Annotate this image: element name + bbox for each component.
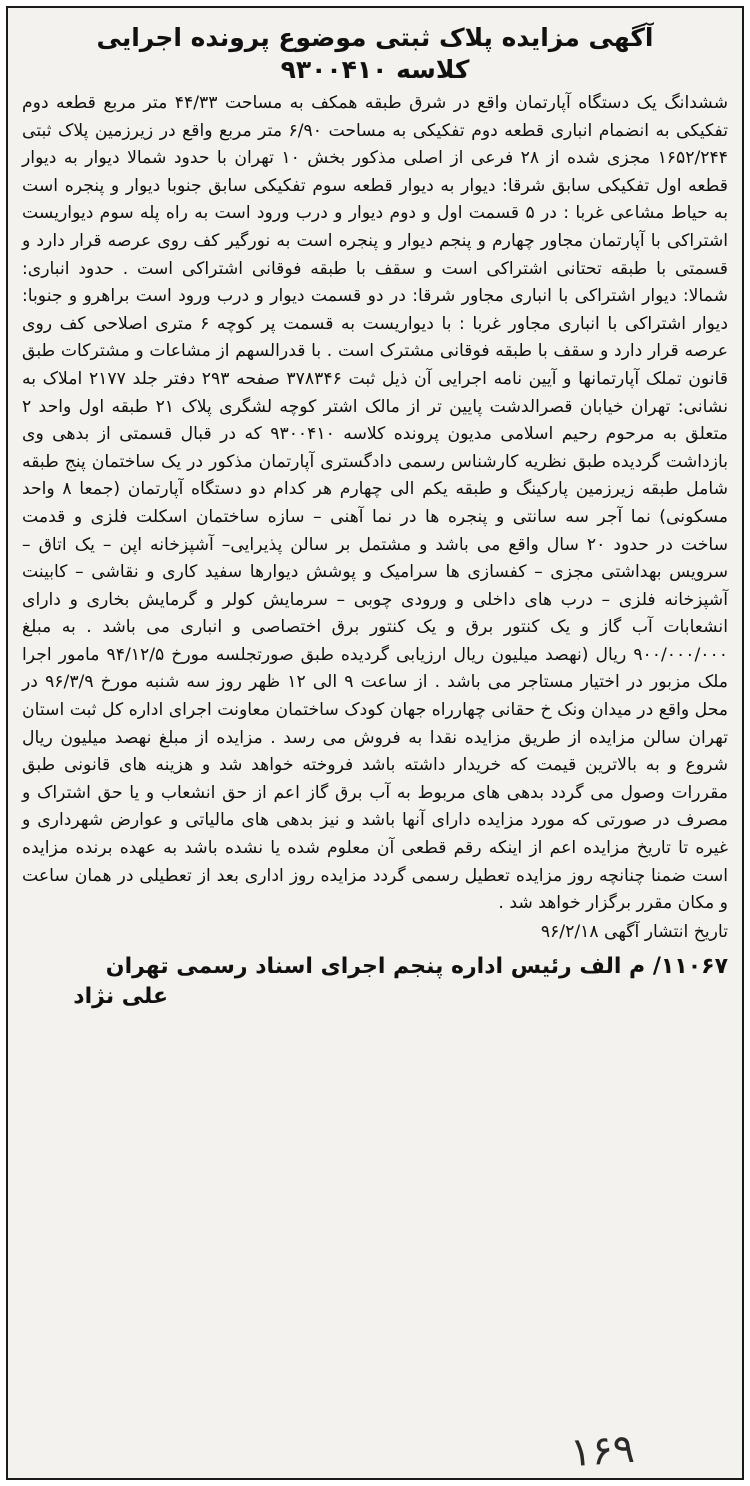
notice-title: آگهی مزایده پلاک ثبتی موضوع پرونده اجرایی — [96, 23, 654, 52]
handwritten-number: ۱۶۹ — [568, 1425, 636, 1477]
signature-line: ۱۱۰۶۷/ م الف رئیس اداره پنجم اجرای اسناد رسمی تهران — [105, 953, 728, 979]
signatory-name: علی نژاد — [73, 983, 168, 1009]
notice-body: ششدانگ یک دستگاه آپارتمان واقع در شرق طبقه همکف به مساحت ۴۴/۳۳ متر مربع قطعه دوم تفکیکی به انضمام انباری قطعه دوم تفکیکی به مساحت ۶/۹۰ متر مربع واقع در زیرزمین پلاک ثبتی ۱۶۵۲/۲۴۴ مجزی شده از ۲۸ فرعی از اصلی مذکور بخش ۱۰ تهران با حدود شمالا دیوار به دیوار قطعه اول تفکیکی سابق شرقا: دیوار به دیوار قطعه سوم تفکیکی سابق جنوبا دیوار و پنجره است به حیاط مشاعی غربا : در ۵ قسمت اول و دوم دیوار و درب ورود است به راه پله سوم دیواریست اشتراکی با آپارتمان مجاور چهارم و پنجم دیوار و پنجره است به نورگیر کف روی عرصه قرار دارد و قسمتی با طبقه تحتانی اشتراکی است و سقف با طبقه فوقانی اشتراکی است . حدود انباری: شمالا: دیوار اشتراکی با انباری مجاور شرقا: در دو قسمت دیوار و درب ورود است براهرو و جنوبا: دیوار اشتراکی با انباری مجاور غربا : با دیواریست به قسمت پر کوچه ۶ متری اصلاحی کف روی عرصه قرار دارد و سقف با طبقه فوقانی مشترک است . با قدرالسهم از مشاعات و مشترکات طبق قانون تملک آپارتمانها و آیین نامه اجرایی آن ذیل ثبت ۳۷۸۳۴۶ صفحه ۲۹۳ دفتر جلد ۲۱۷۷ املاک به نشانی: تهران خیابان قصرالدشت پایین تر از مالک اشتر کوچه لشگری پلاک ۲۱ طبقه اول واحد ۲ متعلق به مرحوم رحیم اسلامی مدیون پرونده کلاسه ۹۳۰۰۴۱۰ که در قبال قسمتی از بدهی وی بازداشت گردیده طبق نظریه کارشناس رسمی دادگستری آپارتمان مذکور در یک ساختمان پنج طبقه شامل طبقه زیرزمین پارکینگ و طبقه یکم الی چهارم هر کدام دو دستگاه آپارتمان (جمعا ۸ واحد مسکونی) نما آجر سه سانتی و پنجره ها در نما آهنی – سازه ساختمان اسکلت فلزی و قدمت ساخت در حدود ۲۰ سال واقع می باشد و مشتمل بر سالن پذیرایی– آشپزخانه اپن – یک اتاق – سرویس بهداشتی مجزی – کفسازی ها سرامیک و پوشش دیوارها سفید کاری و نقاشی – کابینت آشپزخانه فلزی – درب های داخلی و ورودی چوبی – سرمایش کولر و گرمایش بخاری و دارای انشعابات آب گاز و یک کنتور برق و یک کنتور برق اختصاصی و انباری می باشد . به مبلغ ۹۰۰/۰۰۰/۰۰۰ ریال (نهصد میلیون ریال ارزیابی گردیده طبق صورتجلسه مورخ ۹۴/۱۲/۵ مامور اجرا ملک مزبور در اختیار مستاجر می باشد . از ساعت ۹ الی ۱۲ ظهر روز سه شنبه مورخ ۹۶/۳/۹ در محل واقع در میدان ونک خ حقانی چهارراه جهان کودک ساختمان معاونت اجرای اداره کل ثبت استان تهران سالن مزایده از طریق مزایده نقدا به فروش می رسد . مزایده از مبلغ نهصد میلیون ریال شروع و به بالاترین قیمت که خریدار داشته باشد فروخته خواهد شد و هزینه های قانونی طبق مقررات وصول می گردد بدهی های مربوط به آب برق گاز اعم از حق انشعاب و یا حق اشتراک و مصرف در صورتی که مورد مزایده دارای آنها باشد و نیز بدهی های مالیاتی و عوارض شهرداری و غیره تا تاریخ مزایده اعم از اینکه رقم قطعی آن معلوم شده یا نشده باشد به عهده برنده مزایده است ضمنا چنانچه روز مزایده تعطیل رسمی گردد مزایده روز اداری بعد از تعطیلی در همان ساعت و مکان مقرر برگزار خواهد شد . — [22, 93, 729, 914]
notice-case-number: کلاسه ۹۳۰۰۴۱۰ — [280, 55, 470, 84]
auction-notice — [6, 6, 744, 1480]
signature-block — [22, 952, 728, 1012]
publish-date: تاریخ انتشار آگهی ۹۶/۲/۱۸ — [540, 921, 728, 942]
